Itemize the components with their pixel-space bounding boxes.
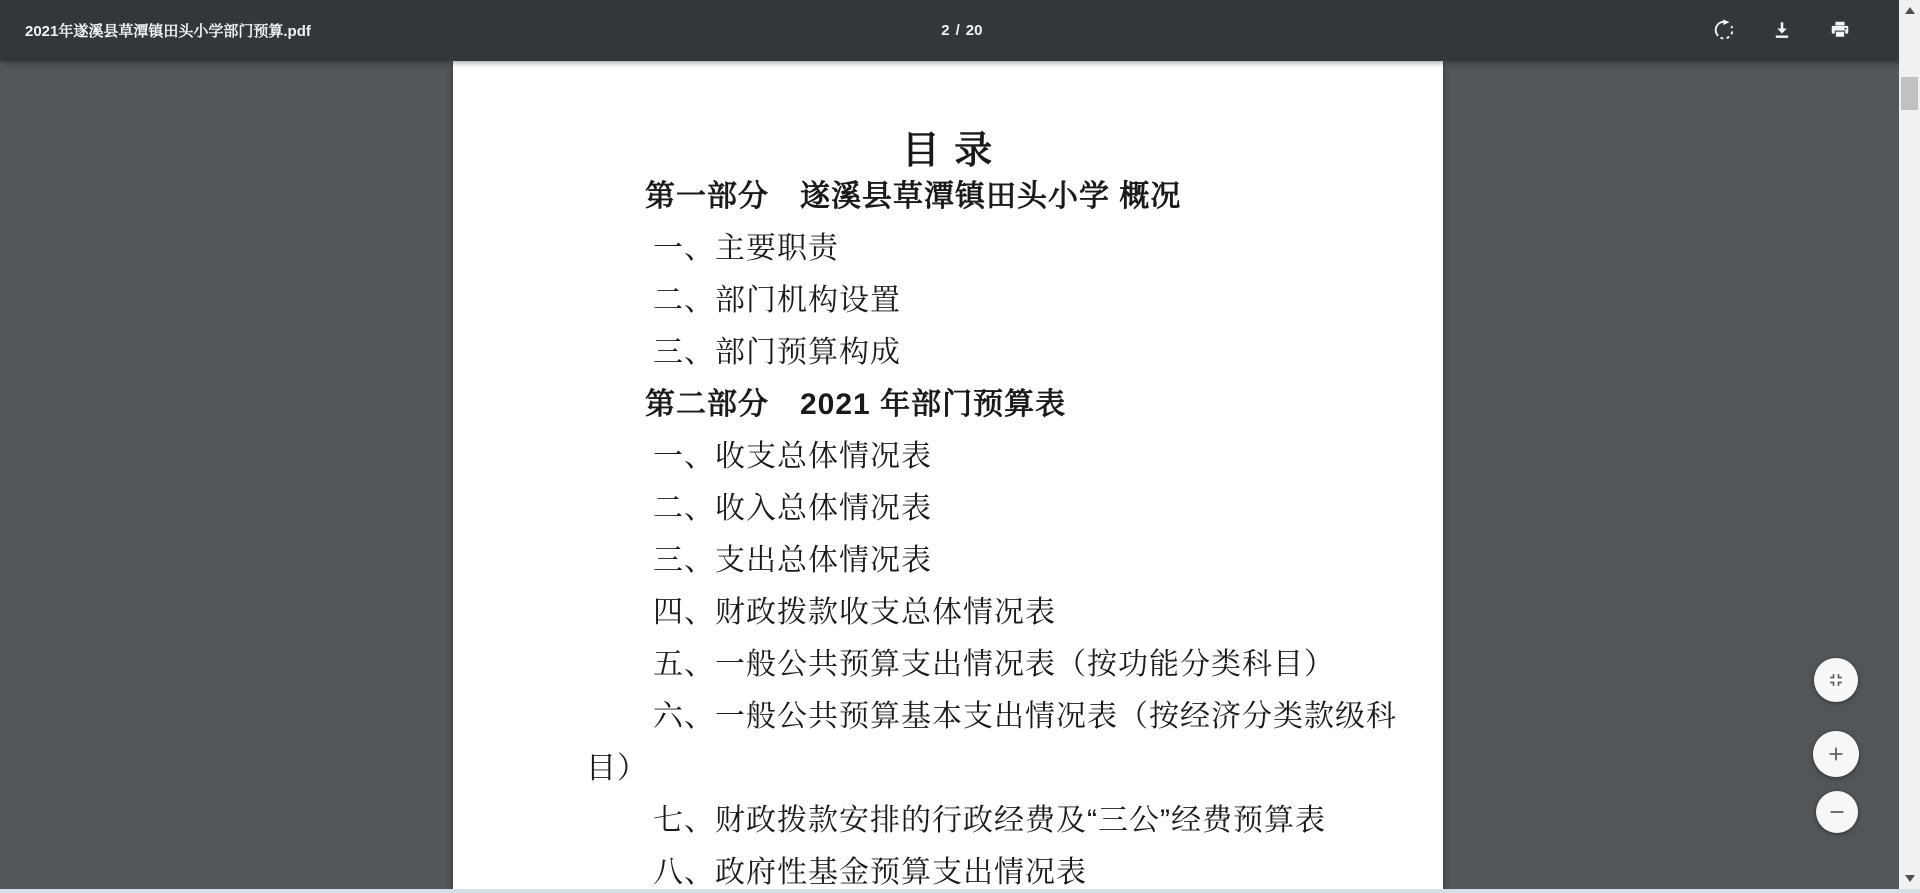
toc-line: 三、部门预算构成 — [653, 336, 901, 369]
toc-line: 第一部分 遂溪县草潭镇田头小学 概况 — [645, 180, 1182, 213]
download-icon — [1771, 19, 1793, 41]
toc-line: 目） — [586, 752, 648, 785]
page-number-input[interactable]: 2 — [941, 21, 950, 39]
document-title: 目 录 — [901, 130, 995, 172]
print-button[interactable] — [1822, 12, 1858, 48]
rotate-button[interactable] — [1706, 12, 1742, 48]
toc-line: 八、政府性基金预算支出情况表 — [653, 856, 1087, 889]
vertical-scrollbar[interactable] — [1899, 0, 1920, 893]
fit-to-page-icon — [1826, 670, 1846, 690]
toc-line: 一、主要职责 — [653, 232, 839, 265]
toc-line: 五、一般公共预算支出情况表（按功能分类科目） — [653, 648, 1335, 681]
toolbar-actions — [1706, 0, 1858, 60]
document-filename: 2021年遂溪县草潭镇田头小学部门预算.pdf — [25, 22, 311, 40]
toc-line: 六、一般公共预算基本支出情况表（按经济分类款级科 — [653, 700, 1397, 733]
scroll-up-arrow[interactable] — [1899, 0, 1920, 21]
rotate-icon — [1713, 19, 1735, 41]
window-bottom-edge — [0, 889, 1920, 893]
scrollbar-thumb[interactable] — [1901, 77, 1918, 110]
zoom-in-button[interactable] — [1813, 731, 1859, 777]
download-button[interactable] — [1764, 12, 1800, 48]
toc-line: 二、收入总体情况表 — [653, 492, 932, 525]
zoom-in-icon — [1825, 743, 1847, 765]
page-total: 20 — [965, 21, 983, 39]
toc-line: 四、财政拨款收支总体情况表 — [653, 596, 1056, 629]
pdf-toolbar — [0, 0, 1920, 60]
toc-line: 三、支出总体情况表 — [653, 544, 932, 577]
page-indicator — [938, 0, 983, 60]
page-separator: / — [955, 21, 960, 39]
zoom-out-icon — [1826, 801, 1848, 823]
fit-to-page-button[interactable] — [1814, 658, 1858, 702]
toc-line: 第二部分 2021 年部门预算表 — [645, 388, 1067, 421]
toc-line: 一、收支总体情况表 — [653, 440, 932, 473]
print-icon — [1829, 19, 1851, 41]
pdf-page — [453, 61, 1443, 893]
scroll-down-arrow[interactable] — [1899, 868, 1920, 889]
toc-line: 七、财政拨款安排的行政经费及“三公”经费预算表 — [653, 804, 1326, 837]
zoom-out-button[interactable] — [1816, 791, 1858, 833]
toc-line: 二、部门机构设置 — [653, 284, 901, 317]
